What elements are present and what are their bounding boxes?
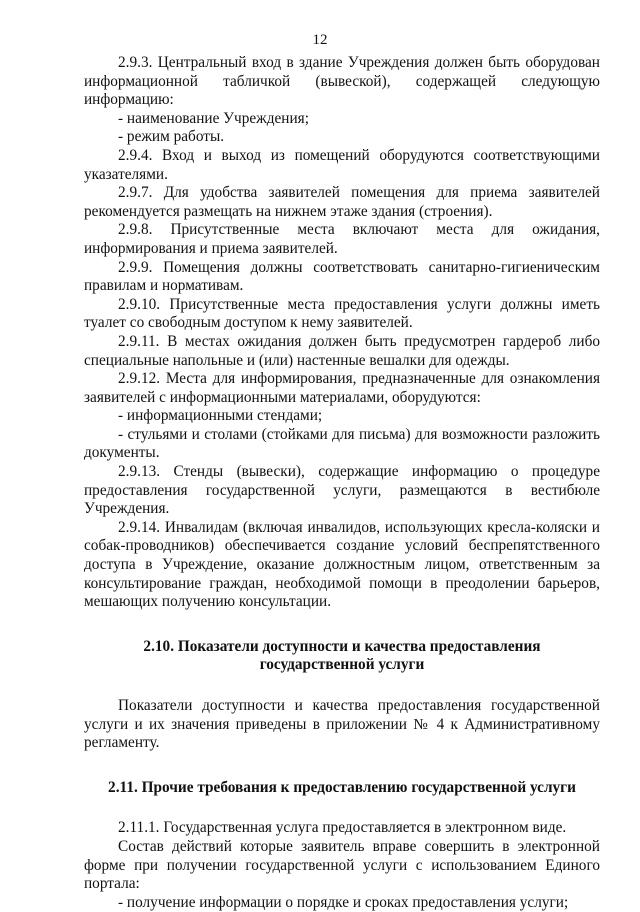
paragraph: 2.9.14. Инвалидам (включая инвалидов, использующих кресла-коляски и собак-проводников) обеспечивается создание условий беспрепятственного доступа в Учреждение, оказание должностным лицом, ответственным за консультирование граждан, необходимой помощи в преодолении барьеров, мешающих получению консультации.: [84, 518, 600, 611]
heading-line: государственной услуги: [259, 656, 425, 674]
section-2-10-text: Показатели доступности и качества предоставления государственной услуги и их значения приведены в приложении № 4 к Административному регламенту.: [84, 697, 600, 752]
list-item: - информационными стендами;: [118, 407, 323, 425]
list-item: - режим работы.: [118, 128, 225, 146]
paragraph: 2.9.9. Помещения должны соответствовать санитарно-гигиеническим правилам и нормативам.: [84, 258, 600, 295]
paragraph: 2.9.11. В местах ожидания должен быть предусмотрен гардероб либо специальные напольные и (или) настенные вешалки для одежды.: [84, 332, 600, 369]
document-body: [84, 54, 600, 912]
paragraph: 2.9.12. Места для информирования, предназначенные для ознакомления заявителей с информационными материалами, оборудуются:: [84, 370, 600, 406]
section-2-10-heading: [84, 638, 600, 675]
paragraph: 2.9.10. Присутственные места предоставления услуги должны иметь туалет со свободным доступом к нему заявителей.: [84, 295, 600, 332]
section-2-11-heading: 2.11. Прочие требования к предоставлению государственной услуги: [108, 778, 576, 796]
paragraph: 2.9.8. Присутственные места включают места для ожидания, информирования и приема заявителей.: [84, 221, 600, 257]
list-item: - наименование Учреждения;: [118, 109, 309, 127]
paragraph: 2.9.4. Вход и выход из помещений оборудуются соответствующими указателями.: [84, 146, 600, 183]
list-item: - получение информации о порядке и сроках предоставления услуги;: [118, 893, 569, 911]
paragraph: 2.9.7. Для удобства заявителей помещения для приема заявителей рекомендуется размещать на нижнем этаже здания (строения).: [84, 184, 600, 220]
paragraph: 2.9.3. Центральный вход в здание Учреждения должен быть оборудован информационной табличкой (вывеской), содержащей следующую информацию:: [84, 54, 600, 109]
page-number: 12: [312, 32, 328, 48]
paragraph: 2.9.13. Стенды (вывески), содержащие информацию о процедуре предоставления государственной услуги, размещаются в вестибюле Учреждения.: [84, 463, 600, 518]
section-2-9-items: [84, 54, 600, 612]
section-2-11-items: [84, 819, 600, 912]
paragraph: 2.11.1. Государственная услуга предоставляется в электронном виде.: [118, 819, 567, 837]
paragraph: Состав действий которые заявитель вправе совершить в электронной форме при получении государственной услуги с использованием Единого портала:: [84, 837, 600, 893]
heading-line: 2.10. Показатели доступности и качества предоставления: [143, 637, 541, 655]
list-item: - стульями и столами (стойками для письма) для возможности разложить документы.: [84, 425, 600, 462]
